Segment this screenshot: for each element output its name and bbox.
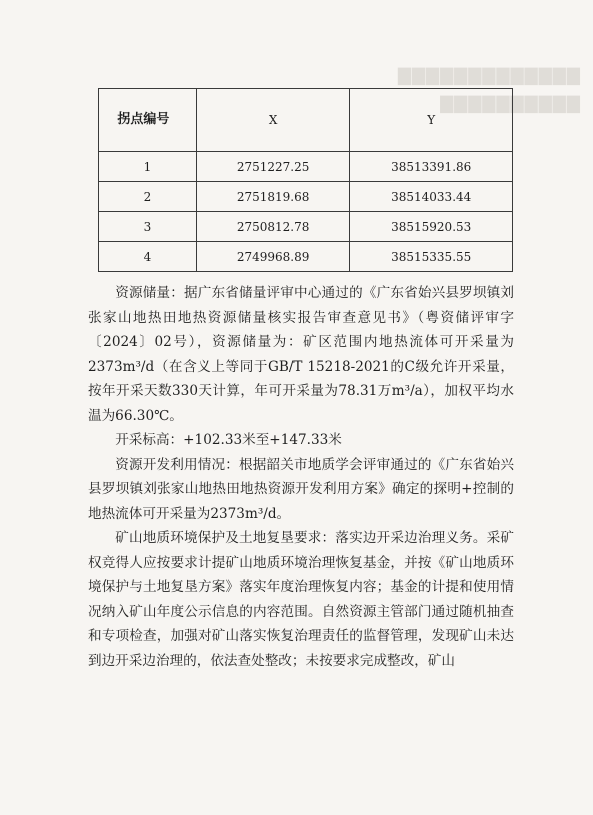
header-x: X bbox=[196, 89, 350, 152]
cell-point-no: 3 bbox=[99, 212, 197, 242]
table-row bbox=[99, 182, 513, 212]
coordinate-table bbox=[98, 88, 513, 272]
cell-point-no: 4 bbox=[99, 242, 197, 272]
cell-y: 38515920.53 bbox=[350, 212, 513, 242]
body-text bbox=[88, 281, 514, 673]
cell-y: 38515335.55 bbox=[350, 242, 513, 272]
paragraph-reserves: 资源储量：据广东省储量评审中心通过的《广东省始兴县罗坝镇刘张家山地热田地热资源储量核实报告审查意见书》（粤资储评审字〔2024〕02号），资源储量为：矿区范围内地热流体可开采量为2373m³/d（在含义上等同于GB/T 15218-2021的C级允许开采量，按年开采天数330天计算，年可开采量为78.31万m³/a），加权平均水温为66.30℃。 bbox=[88, 285, 514, 424]
cell-point-no: 2 bbox=[99, 182, 197, 212]
cell-point-no: 1 bbox=[99, 152, 197, 182]
paragraph-environment: 矿山地质环境保护及土地复垦要求：落实边开采边治理义务。采矿权竞得人应按要求计提矿山地质环境治理恢复基金，并按《矿山地质环境保护与土地复垦方案》落实年度治理恢复内容；基金的计提和使用情况纳入矿山年度公示信息的内容范围。自然资源主管部门通过随机抽查和专项检查，加强对矿山落实恢复治理责任的监督管理，发现矿山未达到边开采边治理的，依法查处整改；未按要求完成整改，矿山 bbox=[88, 530, 514, 669]
show-through-text: ▇▇▇▇▇▇▇▇▇▇▇▇▇ ▇▇▇▇▇▇▇▇▇▇ bbox=[397, 66, 580, 114]
table-header-row bbox=[99, 89, 513, 152]
cell-x: 2750812.78 bbox=[196, 212, 350, 242]
paragraph-elevation: 开采标高：+102.33米至+147.33米 bbox=[115, 432, 342, 448]
table-row bbox=[99, 152, 513, 182]
table-row bbox=[99, 212, 513, 242]
table-row bbox=[99, 242, 513, 272]
cell-x: 2751819.68 bbox=[196, 182, 350, 212]
cell-x: 2751227.25 bbox=[196, 152, 350, 182]
paragraph-utilization: 资源开发利用情况：根据韶关市地质学会评审通过的《广东省始兴县罗坝镇刘张家山地热田地热资源开发利用方案》确定的探明+控制的地热流体可开采量为2373m³/d。 bbox=[88, 456, 514, 522]
header-y: Y bbox=[350, 89, 513, 152]
cell-x: 2749968.89 bbox=[196, 242, 350, 272]
cell-y: 38513391.86 bbox=[350, 152, 513, 182]
header-point-no: 拐点编号 bbox=[99, 89, 197, 152]
cell-y: 38514033.44 bbox=[350, 182, 513, 212]
